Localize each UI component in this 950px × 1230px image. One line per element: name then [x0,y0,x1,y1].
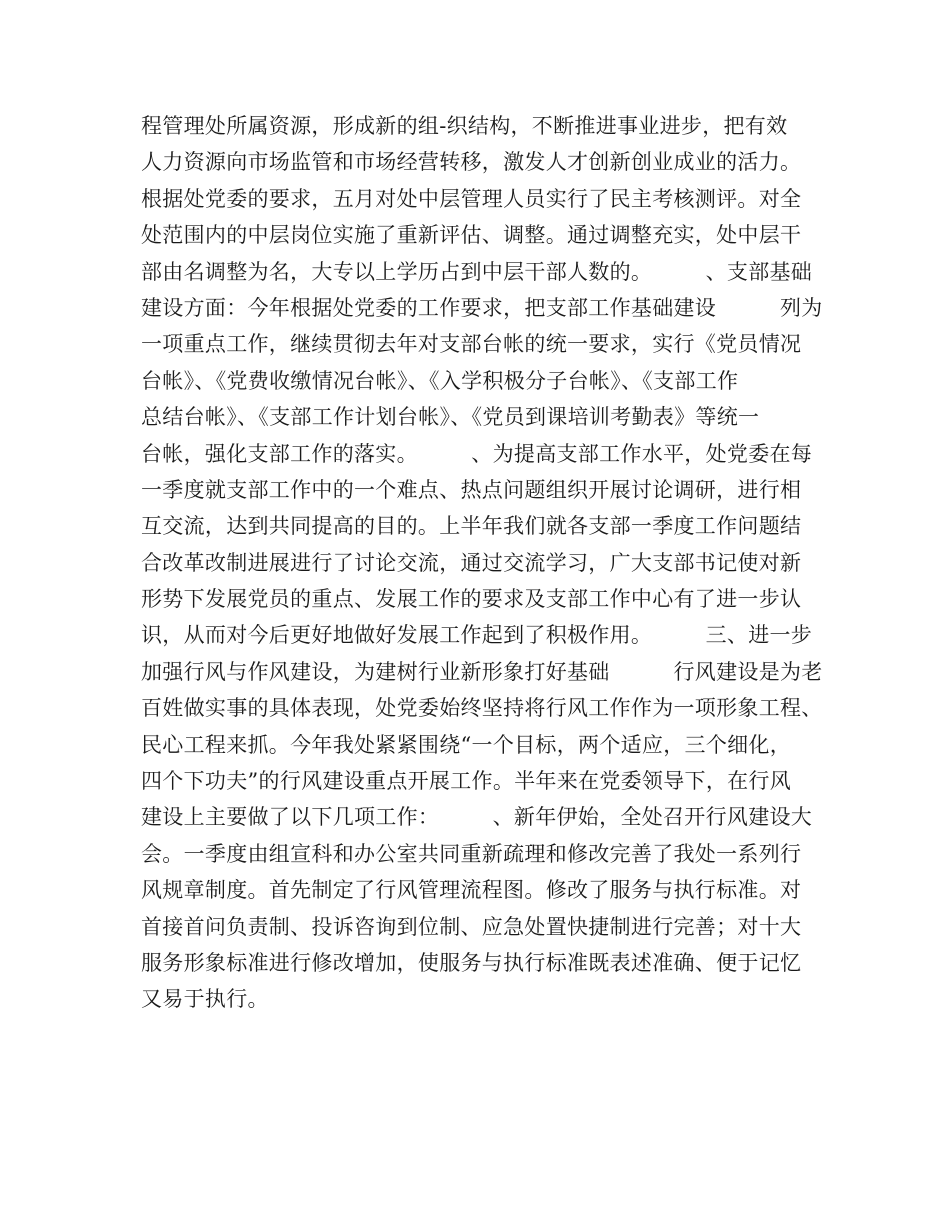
text-line: 一项重点工作，继续贯彻去年对支部台帐的统一要求，实行《党员情况 [141,332,802,357]
text-line: 风规章制度。首先制定了行风管理流程图。修改了服务与执行标准。对 [141,878,802,903]
text-line: 根据处党委的要求，五月对处中层管理人员实行了民主考核测评。对全 [141,186,802,211]
text-line: 会。一季度由组宣科和办公室共同重新疏理和修改完善了我处一系列行 [141,841,802,866]
text-line: 百姓做实事的具体表现，处党委始终坚持将行风工作作为一项形象工程、 [141,696,823,721]
text-line: 合改革改制进展进行了讨论交流，通过交流学习，广大支部书记使对新 [141,550,802,575]
text-line: 台帐，强化支部工作的落实。 、为提高支部工作水平，处党委在每 [141,441,813,466]
text-line: 形势下发展党员的重点、发展工作的要求及支部工作中心有了进一步认 [141,587,802,612]
text-line: 总结台帐》、《支部工作计划台帐》、《党员到课培训考勤表》等统一 [141,405,760,430]
text-line: 部由名调整为名，大专以上学历占到中层干部人数的。 、支部基础 [141,259,813,284]
text-line: 服务形象标准进行修改增加，使服务与执行标准既表述准确、便于记忆 [141,950,802,975]
text-line: 加强行风与作风建设，为建树行业新形象打好基础 行风建设是为老 [141,659,823,684]
text-line: 一季度就支部工作中的一个难点、热点问题组织开展讨论调研，进行相 [141,477,802,502]
body-text [141,108,831,1018]
text-line: 人力资源向市场监管和市场经营转移，激发人才创新创业成业的活力。 [141,150,802,175]
text-line: 民心工程来抓。今年我处紧紧围绕“一个目标，两个适应，三个细化， [141,732,792,757]
text-line: 互交流，达到共同提高的目的。上半年我们就各支部一季度工作问题结 [141,514,802,539]
text-line: 四个下功夫”的行风建设重点开展工作。半年来在党委领导下，在行风 [141,769,792,794]
text-line: 台帐》、《党费收缴情况台帐》、《入学积极分子台帐》、《支部工作 [141,368,739,393]
text-line: 建设上主要做了以下几项工作： 、新年伊始，全处召开行风建设大 [141,805,813,830]
text-line: 识，从而对今后更好地做好发展工作起到了积极作用。 三、进一步 [141,623,813,648]
text-line: 首接首问负责制、投诉咨询到位制、应急处置快捷制进行完善；对十大 [141,914,802,939]
text-line: 建设方面：今年根据处党委的工作要求，把支部工作基础建设 列为 [141,295,823,320]
text-line: 又易于执行。 [141,987,269,1012]
text-line: 程管理处所属资源，形成新的组-织结构，不断推进事业进步，把有效 [141,114,788,138]
text-line: 处范围内的中层岗位实施了重新评估、调整。通过调整充实，处中层干 [141,223,802,248]
